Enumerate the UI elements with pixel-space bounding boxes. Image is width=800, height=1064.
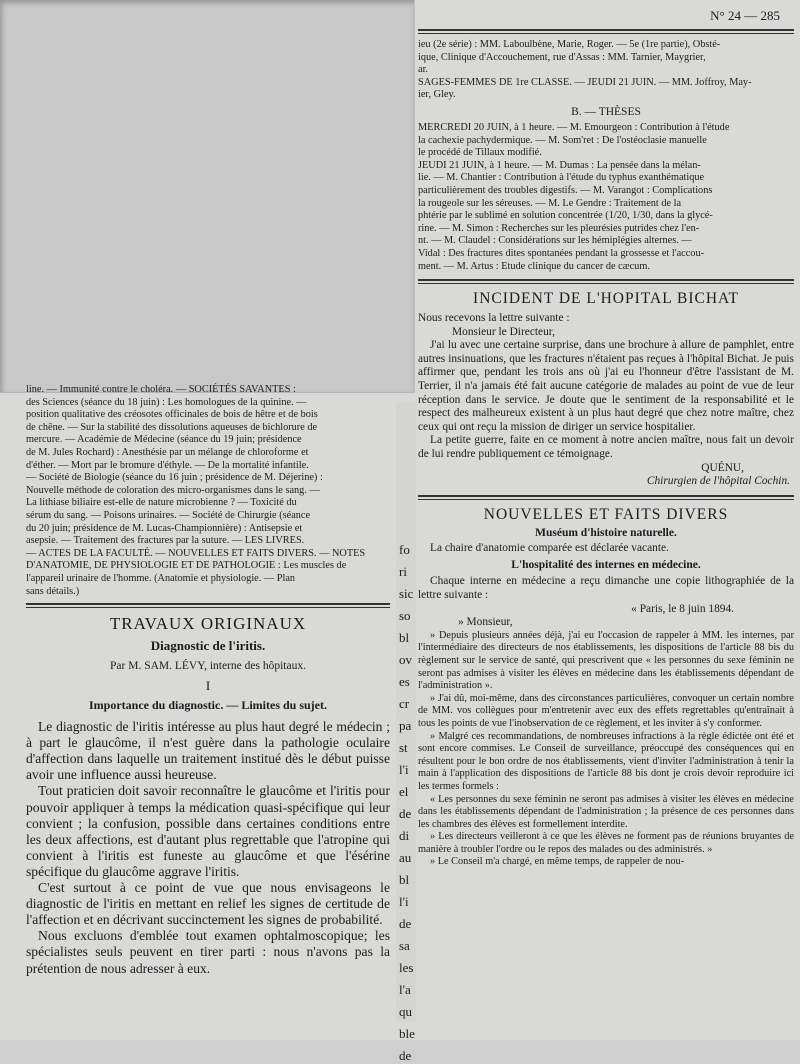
text-line: nt. — M. Claudel : Considérations sur les hémiplégies alternes. —	[418, 235, 692, 247]
news-paragraph: » J'ai dû, moi-même, dans des circonstances particulières, convoquer un certain nombre de MM. vos collègues pour m'entretenir avec eux des effets regrettables qu'entraînait à tous les points de vue l'inobservation de ce règlement, et les inviter à s'y conformer.	[418, 692, 794, 729]
text-line: phtérie par le sublimé en solution concentrée (1/20, 1/30, dans la glycé-	[418, 210, 713, 222]
text-line: D'ANATOMIE, DE PHYSIOLOGIE ET DE PATHOLOGIE : Les muscles de	[26, 560, 347, 572]
gutter-fragment: el	[399, 784, 409, 799]
text-line: lie. — M. Chantier : Contribution à l'étude du typhus exanthématique	[418, 172, 705, 184]
divider	[418, 495, 794, 500]
right-column	[418, 8, 794, 869]
letter-intro: Nous recevons la lettre suivante :	[418, 312, 570, 325]
text-line: sérum du sang. — Poisons urinaires. — Société de Chirurgie (séance	[26, 509, 311, 521]
news-paragraph: « Les personnes du sexe féminin ne seront pas admises à visiter les élèves en médecine dans les établissements dépendant de l'administration ; la présence de ces personnes dans les chambres des élèves est formellement interdite.	[418, 793, 794, 830]
gutter-fragment: pa	[399, 718, 412, 733]
interns-heading: L'hospitalité des internes en médecine.	[511, 559, 701, 572]
text-line: ar.	[418, 64, 429, 76]
gutter-fragment: sic	[399, 586, 414, 601]
gutter-fragment: l'i	[399, 894, 409, 909]
news-paragraph: » Les directeurs veilleront à ce que les élèves ne forment pas de réunions bruyantes de manière à troubler l'ordre ou le repos des malades ou des administrés. »	[418, 831, 794, 855]
museum-text: La chaire d'anatomie comparée est déclarée vacante.	[430, 541, 669, 554]
article-paragraph: Le diagnostic de l'iritis intéresse au plus haut degré le médecin ; à part le glaucôme, il n'est guère dans la pathologie oculaire d'affection dans laquelle un traitement institué dès le début puisse avoir une influence aussi heureuse.	[26, 719, 390, 783]
article-paragraph: C'est surtout à ce point de vue que nous envisageons le diagnostic de l'iritis en mettant en relief les signes de certitude de l'affection et en décrivant succinctement les signes de probabilité.	[26, 880, 390, 928]
gutter-fragment: ri	[399, 564, 407, 579]
gutter-fragment: bl	[399, 872, 410, 887]
theses-block	[418, 122, 794, 273]
divider	[418, 279, 794, 284]
dateline: « Paris, le 8 juin 1894.	[631, 602, 734, 615]
text-line: du 20 juin; présidence de M. Lucas-Championnière) : Antisepsie et	[26, 522, 303, 534]
gutter-fragments	[396, 402, 416, 1063]
text-line: position qualitative des créosotes officinales de bois de hêtre et de bois	[26, 409, 318, 421]
text-line: le procédé de Tillaux modifié.	[418, 147, 542, 159]
divider	[26, 603, 390, 608]
article-paragraph: Nous excluons d'emblée tout examen ophtalmoscopique; les spécialistes seuls peuvent en tirer parti : nous n'avons pas la prétention de nous adresser à eux.	[26, 928, 390, 976]
article-subtitle: Importance du diagnostic. — Limites du sujet.	[88, 698, 327, 713]
text-line: Nouvelle méthode de coloration des micro-organismes dans le sang. —	[26, 484, 320, 496]
text-line: — ACTES DE LA FACULTÉ. — NOUVELLES ET FAITS DIVERS. — NOTES	[26, 547, 366, 559]
incident-title: INCIDENT DE L'HOPITAL BICHAT	[473, 290, 739, 308]
text-line: line. — Immunité contre le choléra. — SOCIÉTÉS SAVANTES :	[26, 384, 296, 395]
gutter-fragment: so	[399, 608, 411, 623]
text-line: mercure. — Académie de Médecine (séance du 19 juin; présidence	[26, 434, 302, 446]
article-paragraph: Tout praticien doit savoir reconnaître le glaucôme et l'iritis pour pouvoir appliquer à temps la médication quasi-spécifique qui leur convient ; la confusion, possible dans certaines conditions entre les deux affections, est d'autant plus regrettable que l'atropine qui convient à l'iritis est funeste au glaucôme et que l'ésérine spécifique du glaucôme aggrave l'iritis.	[26, 783, 390, 879]
divider	[418, 29, 794, 34]
text-line: rine. — M. Simon : Recherches sur les pleurésies putrides chez l'en-	[418, 222, 700, 234]
text-line: d'éther. — Mort par le bromure d'éthyle. — De la mortalité infantile.	[26, 459, 309, 471]
signature-name: QUÉNU,	[701, 461, 744, 474]
byline: Par M. SAM. LÉVY, interne des hôpitaux.	[110, 660, 306, 673]
text-line: — Société de Biologie (séance du 16 juin ; présidence de M. Déjerine) :	[26, 472, 323, 484]
gutter-fragment: fo	[399, 542, 410, 557]
interns-intro: Chaque interne en médecine a reçu dimanche une copie lithographiée de la lettre suivante :	[418, 575, 794, 601]
page-number: N° 24 — 285	[710, 8, 780, 23]
news-paragraph: » Malgré ces recommandations, de nombreuses infractions à la règle édictée ont été et sont encore commises. Le Conseil de surveillance, préoccupé des conséquences qui en résultent pour le bon ordre de nos établissements, vient d'inviter l'administration à tenir la main à l'application des dispositions de l'article 88 bis dont je crois devoir reproduire ici les termes formels :	[418, 730, 794, 792]
letter-paragraph: La petite guerre, faite en ce moment à notre ancien maître, nous fait un devoir de lui rendre publiquement ce témoignage.	[418, 434, 794, 461]
gutter-fragment: cr	[399, 696, 410, 711]
gutter-fragment: de	[399, 1048, 412, 1063]
section-title: TRAVAUX ORIGINAUX	[109, 614, 307, 634]
text-line: particulièrement des troubles digestifs. — M. Varangot : Complications	[418, 184, 713, 196]
folded-page-corner	[0, 0, 415, 393]
letter-paragraph: J'ai lu avec une certaine surprise, dans une brochure à allure de pamphlet, entre autres insinuations, que les fractures n'étaient pas reçues à l'hôpital Bichat. Je puis affirmer que, pendant les trois ans où j'ai eu l'honneur d'être l'assistant de M. Terrier, il n'a jamais été fait aucune catégorie de malades au point de vue de leur réception dans le service. Je doute que le sentiment de la responsabilité et le respect des malheureux existent à un plus haut degré que chez notre maître, chez ceux qui ont reçu la mission de diriger un service hospitalier.	[418, 339, 794, 433]
text-line: la rougeole sur les séreuses. — M. Le Gendre : Traitement de la	[418, 197, 682, 209]
news-paragraph: » Le Conseil m'a chargé, en même temps, de rappeler de nou-	[430, 856, 685, 868]
gutter-fragment: les	[399, 960, 414, 975]
text-line: ieu (2e série) : MM. Laboulbène, Marie, Roger. — 5e (1re partie), Obsté-	[418, 39, 721, 50]
text-line: des Sciences (séance du 18 juin) : Les homologues de la quinine. —	[26, 396, 307, 408]
article-title: Diagnostic de l'iritis.	[150, 638, 266, 654]
gutter-fragment: l'a	[399, 982, 411, 997]
text-line: MERCREDI 20 JUIN, à 1 heure. — M. Emourgeon : Contribution à l'étude	[418, 121, 730, 133]
summary-block	[26, 384, 390, 598]
gutter-fragment: qu	[399, 1004, 412, 1019]
gutter-fragment: ble	[399, 1026, 415, 1041]
gutter-fragment: es	[399, 674, 410, 689]
text-line: ier, Gley.	[418, 89, 456, 101]
gutter-fragment: bl	[399, 630, 410, 645]
gutter-fragment: l'i	[399, 762, 409, 777]
gutter-fragment: de	[399, 806, 412, 821]
news-title: NOUVELLES ET FAITS DIVERS	[483, 505, 729, 523]
text-line: JEUDI 21 JUIN, à 1 heure. — M. Dumas : La pensée dans la mélan-	[418, 159, 701, 171]
gutter-fragment: au	[399, 850, 412, 865]
section-roman: I	[205, 678, 211, 694]
text-line: SAGES-FEMMES DE 1re CLASSE. — JEUDI 21 JUIN. — MM. Joffroy, May-	[418, 76, 752, 88]
text-line: ment. — M. Artus : Etude clinique du cancer de cæcum.	[418, 260, 650, 272]
text-line: asepsie. — Traitement des fractures par la suture. — LES LIVRES.	[26, 535, 305, 547]
text-line: la cachexie pachydermique. — M. Som'ret : De l'ostéoclasie manuelle	[418, 134, 707, 146]
letter-salutation: Monsieur le Directeur,	[452, 325, 555, 338]
signature-title: Chirurgien de l'hôpital Cochin.	[646, 475, 790, 488]
theses-heading: B. — THÈSES	[571, 105, 641, 118]
gutter-fragment: sa	[399, 938, 410, 953]
news-paragraph: » Depuis plusieurs années déjà, j'ai eu l'occasion de rappeler à MM. les internes, par l'intermédiaire des directeurs de nos établissements, les dispositions de l'article 88 bis du règlement sur le service de santé, qui prescrivent que « les personnes du sexe féminin ne seront pas admises à visiter les élèves en médecine dans les établissements dépendant de l'administration ».	[418, 629, 794, 692]
text-line: l'appareil urinaire de l'homme. (Anatomie et physiologie. — Plan	[26, 572, 296, 584]
text-line: Vidal : Des fractures dites spontanées pendant la grossesse et l'accou-	[418, 247, 705, 259]
gutter-fragment: de	[399, 916, 412, 931]
left-column	[26, 384, 390, 977]
text-line: de M. Jules Rochard) : Anesthésie par un mélange de chloroforme et	[26, 446, 309, 458]
text-line: de chêne. — Sur la stabilité des dissolutions aqueuses de bichlorure de	[26, 421, 318, 433]
gutter-fragment: ov	[399, 652, 412, 667]
text-line: ique, Clinique d'Accouchement, rue d'Assas : MM. Tarnier, Maygrier,	[418, 51, 706, 63]
gutter-fragment: st	[399, 740, 408, 755]
exam-block	[418, 39, 794, 102]
letter-opening: » Monsieur,	[458, 616, 513, 629]
museum-heading: Muséum d'histoire naturelle.	[535, 526, 677, 539]
gutter-fragment: di	[399, 828, 410, 843]
text-line: La lithiase biliaire est-elle de nature microbienne ? — Toxicité du	[26, 497, 297, 509]
text-line: sans détails.)	[26, 585, 80, 597]
